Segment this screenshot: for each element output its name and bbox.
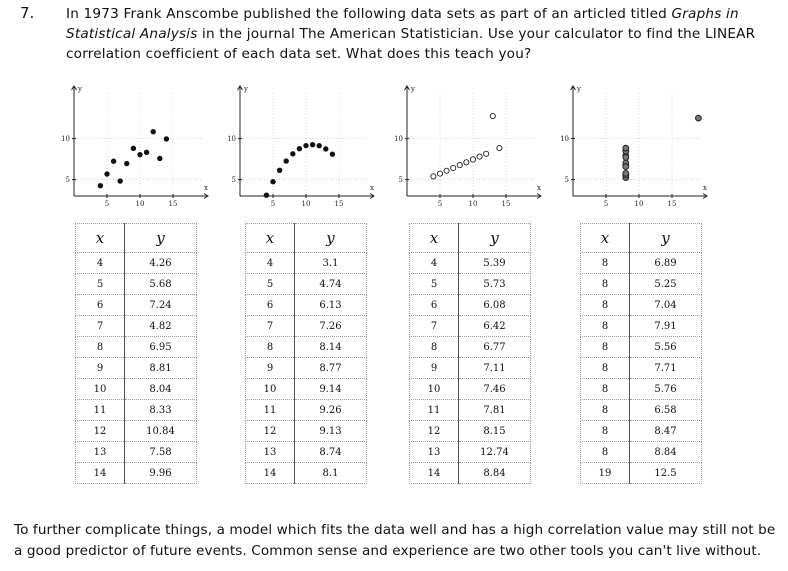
table-row <box>581 421 702 442</box>
table-row <box>246 463 367 484</box>
y-value: 5.56 <box>630 337 702 358</box>
x-value: 8 <box>581 337 630 358</box>
scatter-plot-2 <box>223 78 383 213</box>
data-point <box>164 136 169 141</box>
table-row <box>246 295 367 316</box>
x-axis-label: x <box>204 184 208 192</box>
scatter-svg-3 <box>390 78 550 213</box>
table-row <box>410 379 531 400</box>
x-value: 8 <box>581 358 630 379</box>
y-value: 9.13 <box>295 421 367 442</box>
x-value: 5 <box>76 274 125 295</box>
x-value: 14 <box>76 463 125 484</box>
data-point <box>151 129 156 134</box>
x-value: 8 <box>246 337 295 358</box>
y-value: 7.11 <box>459 358 531 379</box>
y-header: y <box>295 224 367 253</box>
data-point <box>131 146 136 151</box>
x-value: 8 <box>581 316 630 337</box>
y-value: 8.15 <box>459 421 531 442</box>
y-value: 6.13 <box>295 295 367 316</box>
y-value: 12.5 <box>630 463 702 484</box>
table-row <box>581 358 702 379</box>
table-row <box>410 442 531 463</box>
data-point <box>310 142 315 147</box>
intro-title: Graphs in Statistical Analysis <box>66 6 739 42</box>
x-value: 10 <box>76 379 125 400</box>
y-value: 8.77 <box>295 358 367 379</box>
y-value: 7.71 <box>630 358 702 379</box>
x-value: 8 <box>76 337 125 358</box>
y-value: 8.84 <box>630 442 702 463</box>
y-axis-label: y <box>411 85 415 93</box>
question-intro <box>66 4 766 64</box>
data-table-4 <box>580 223 702 484</box>
table-row <box>410 337 531 358</box>
data-point <box>317 143 322 148</box>
data-point <box>104 171 109 176</box>
table-row <box>246 358 367 379</box>
table-row <box>76 421 197 442</box>
table-row <box>76 442 197 463</box>
x-value: 6 <box>410 295 459 316</box>
y-value: 5.39 <box>459 253 531 274</box>
x-value: 4 <box>410 253 459 274</box>
table-row <box>246 442 367 463</box>
table-row <box>76 337 197 358</box>
y-value: 9.26 <box>295 400 367 421</box>
x-header: x <box>581 224 630 253</box>
table-row <box>410 316 531 337</box>
y-axis-label: y <box>244 85 248 93</box>
x-value: 4 <box>76 253 125 274</box>
data-point <box>457 162 462 167</box>
data-point <box>484 151 489 156</box>
y-tick-label: 5 <box>231 176 236 185</box>
table-row <box>581 316 702 337</box>
table-row <box>246 274 367 295</box>
x-value: 11 <box>76 400 125 421</box>
y-value: 5.73 <box>459 274 531 295</box>
x-value: 6 <box>246 295 295 316</box>
scatter-plot-1 <box>57 78 217 213</box>
table-row <box>76 295 197 316</box>
data-point <box>111 159 116 164</box>
y-value: 4.26 <box>125 253 197 274</box>
y-value: 5.76 <box>630 379 702 400</box>
scatter-svg-4 <box>556 78 716 213</box>
data-point <box>284 158 289 163</box>
y-value: 9.14 <box>295 379 367 400</box>
x-value: 11 <box>410 400 459 421</box>
table-row <box>581 379 702 400</box>
y-tick-label: 10 <box>61 135 70 144</box>
data-point <box>290 151 295 156</box>
table-row <box>76 253 197 274</box>
x-value: 14 <box>246 463 295 484</box>
x-value: 13 <box>246 442 295 463</box>
y-value: 8.04 <box>125 379 197 400</box>
data-table-1 <box>75 223 197 484</box>
x-tick-label: 10 <box>468 200 478 208</box>
table-row <box>410 463 531 484</box>
x-value: 4 <box>246 253 295 274</box>
data-point <box>431 174 436 179</box>
y-value: 8.33 <box>125 400 197 421</box>
table-row <box>246 421 367 442</box>
x-value: 13 <box>410 442 459 463</box>
table-row <box>76 316 197 337</box>
data-point <box>497 146 502 151</box>
x-header: x <box>410 224 459 253</box>
x-axis-label: x <box>703 184 707 192</box>
x-value: 9 <box>76 358 125 379</box>
x-value: 8 <box>581 295 630 316</box>
x-axis-label: x <box>537 184 541 192</box>
y-value: 4.82 <box>125 316 197 337</box>
y-value: 7.24 <box>125 295 197 316</box>
data-point <box>490 114 495 119</box>
x-tick-label: 15 <box>334 200 344 208</box>
data-point <box>623 170 629 176</box>
table-row <box>581 295 702 316</box>
x-value: 5 <box>410 274 459 295</box>
data-point <box>623 164 629 170</box>
x-header: x <box>246 224 295 253</box>
data-point <box>98 183 103 188</box>
data-point <box>623 154 629 160</box>
y-value: 6.89 <box>630 253 702 274</box>
table-row <box>581 274 702 295</box>
x-value: 8 <box>410 337 459 358</box>
table-row <box>76 379 197 400</box>
y-value: 7.26 <box>295 316 367 337</box>
table-row <box>581 442 702 463</box>
scatter-svg-1 <box>57 78 217 213</box>
data-point <box>277 168 282 173</box>
y-header: y <box>459 224 531 253</box>
table-row <box>581 337 702 358</box>
table-row <box>410 274 531 295</box>
y-tick-label: 5 <box>398 176 403 185</box>
x-value: 14 <box>410 463 459 484</box>
y-value: 7.81 <box>459 400 531 421</box>
table-row <box>410 400 531 421</box>
data-point <box>124 161 129 166</box>
data-point <box>696 115 702 121</box>
data-point <box>323 146 328 151</box>
intro-part2: in the journal The American Statistician. Use your calculator to find the LINEAR correlation coefficient of each data set. What does this teach you? <box>66 26 756 62</box>
x-tick-label: 15 <box>501 200 511 208</box>
y-value: 8.1 <box>295 463 367 484</box>
scatter-plot-4 <box>556 78 716 213</box>
y-value: 6.42 <box>459 316 531 337</box>
table-row <box>76 463 197 484</box>
x-value: 7 <box>410 316 459 337</box>
x-value: 5 <box>246 274 295 295</box>
y-value: 6.77 <box>459 337 531 358</box>
y-value: 5.25 <box>630 274 702 295</box>
x-tick-label: 5 <box>270 200 276 208</box>
table-row <box>76 400 197 421</box>
y-value: 7.04 <box>630 295 702 316</box>
x-value: 10 <box>410 379 459 400</box>
x-value: 8 <box>581 442 630 463</box>
y-value: 6.08 <box>459 295 531 316</box>
x-value: 7 <box>76 316 125 337</box>
y-tick-label: 10 <box>227 135 236 144</box>
data-table-3 <box>409 223 531 484</box>
y-value: 8.74 <box>295 442 367 463</box>
y-tick-label: 5 <box>65 176 70 185</box>
data-table-2 <box>245 223 367 484</box>
y-tick-label: 10 <box>560 135 569 144</box>
y-axis-label: y <box>577 85 581 93</box>
y-value: 8.47 <box>630 421 702 442</box>
intro-part1: In 1973 Frank Anscombe published the following data sets as part of an articled titled <box>66 6 672 22</box>
x-tick-label: 5 <box>603 200 609 208</box>
x-value: 13 <box>76 442 125 463</box>
y-value: 6.58 <box>630 400 702 421</box>
y-header: y <box>125 224 197 253</box>
y-tick-label: 10 <box>394 135 403 144</box>
table-row <box>246 253 367 274</box>
x-value: 19 <box>581 463 630 484</box>
closing-paragraph: To further complicate things, a model which fits the data well and has a high correlation value may still not be a good predictor of future events. Common sense and experience are two other tools you can't live without. <box>14 522 776 559</box>
x-value: 12 <box>246 421 295 442</box>
x-tick-label: 15 <box>168 200 178 208</box>
x-value: 10 <box>246 379 295 400</box>
data-point <box>264 192 269 197</box>
data-point <box>477 154 482 159</box>
y-value: 8.81 <box>125 358 197 379</box>
table-row <box>410 358 531 379</box>
y-axis-label: y <box>78 85 82 93</box>
question-number: 7. <box>20 4 35 22</box>
y-value: 7.58 <box>125 442 197 463</box>
y-value: 12.74 <box>459 442 531 463</box>
table-row <box>410 295 531 316</box>
x-tick-label: 10 <box>135 200 145 208</box>
data-point <box>451 165 456 170</box>
x-value: 9 <box>410 358 459 379</box>
x-value: 11 <box>246 400 295 421</box>
y-value: 3.1 <box>295 253 367 274</box>
x-value: 12 <box>76 421 125 442</box>
x-value: 12 <box>410 421 459 442</box>
x-value: 9 <box>246 358 295 379</box>
table-row <box>76 274 197 295</box>
y-header: y <box>630 224 702 253</box>
y-value: 5.68 <box>125 274 197 295</box>
data-point <box>330 151 335 156</box>
data-point <box>297 146 302 151</box>
x-value: 8 <box>581 253 630 274</box>
table-row <box>246 400 367 421</box>
x-value: 6 <box>76 295 125 316</box>
table-row <box>410 421 531 442</box>
y-value: 8.14 <box>295 337 367 358</box>
data-point <box>144 150 149 155</box>
table-row <box>581 463 702 484</box>
x-value: 8 <box>581 421 630 442</box>
x-axis-label: x <box>370 184 374 192</box>
x-tick-label: 5 <box>104 200 110 208</box>
y-value: 8.84 <box>459 463 531 484</box>
scatter-plot-3 <box>390 78 550 213</box>
x-value: 8 <box>581 400 630 421</box>
data-point <box>623 145 629 151</box>
x-value: 8 <box>581 274 630 295</box>
table-row <box>76 358 197 379</box>
data-point <box>157 156 162 161</box>
table-row <box>581 400 702 421</box>
scatter-svg-2 <box>223 78 383 213</box>
y-value: 6.95 <box>125 337 197 358</box>
x-tick-label: 15 <box>667 200 677 208</box>
data-point <box>137 152 142 157</box>
data-point <box>270 179 275 184</box>
x-value: 7 <box>246 316 295 337</box>
x-tick-label: 10 <box>634 200 644 208</box>
table-row <box>246 316 367 337</box>
x-value: 8 <box>581 379 630 400</box>
data-point <box>118 178 123 183</box>
y-value: 7.46 <box>459 379 531 400</box>
data-point <box>437 171 442 176</box>
data-point <box>464 160 469 165</box>
x-tick-label: 5 <box>437 200 443 208</box>
y-value: 10.84 <box>125 421 197 442</box>
x-header: x <box>76 224 125 253</box>
table-row <box>410 253 531 274</box>
data-point <box>303 143 308 148</box>
y-value: 4.74 <box>295 274 367 295</box>
y-value: 9.96 <box>125 463 197 484</box>
y-value: 7.91 <box>630 316 702 337</box>
data-point <box>444 168 449 173</box>
table-row <box>581 253 702 274</box>
y-tick-label: 5 <box>564 176 569 185</box>
table-row <box>246 379 367 400</box>
data-point <box>470 157 475 162</box>
table-row <box>246 337 367 358</box>
x-tick-label: 10 <box>301 200 311 208</box>
